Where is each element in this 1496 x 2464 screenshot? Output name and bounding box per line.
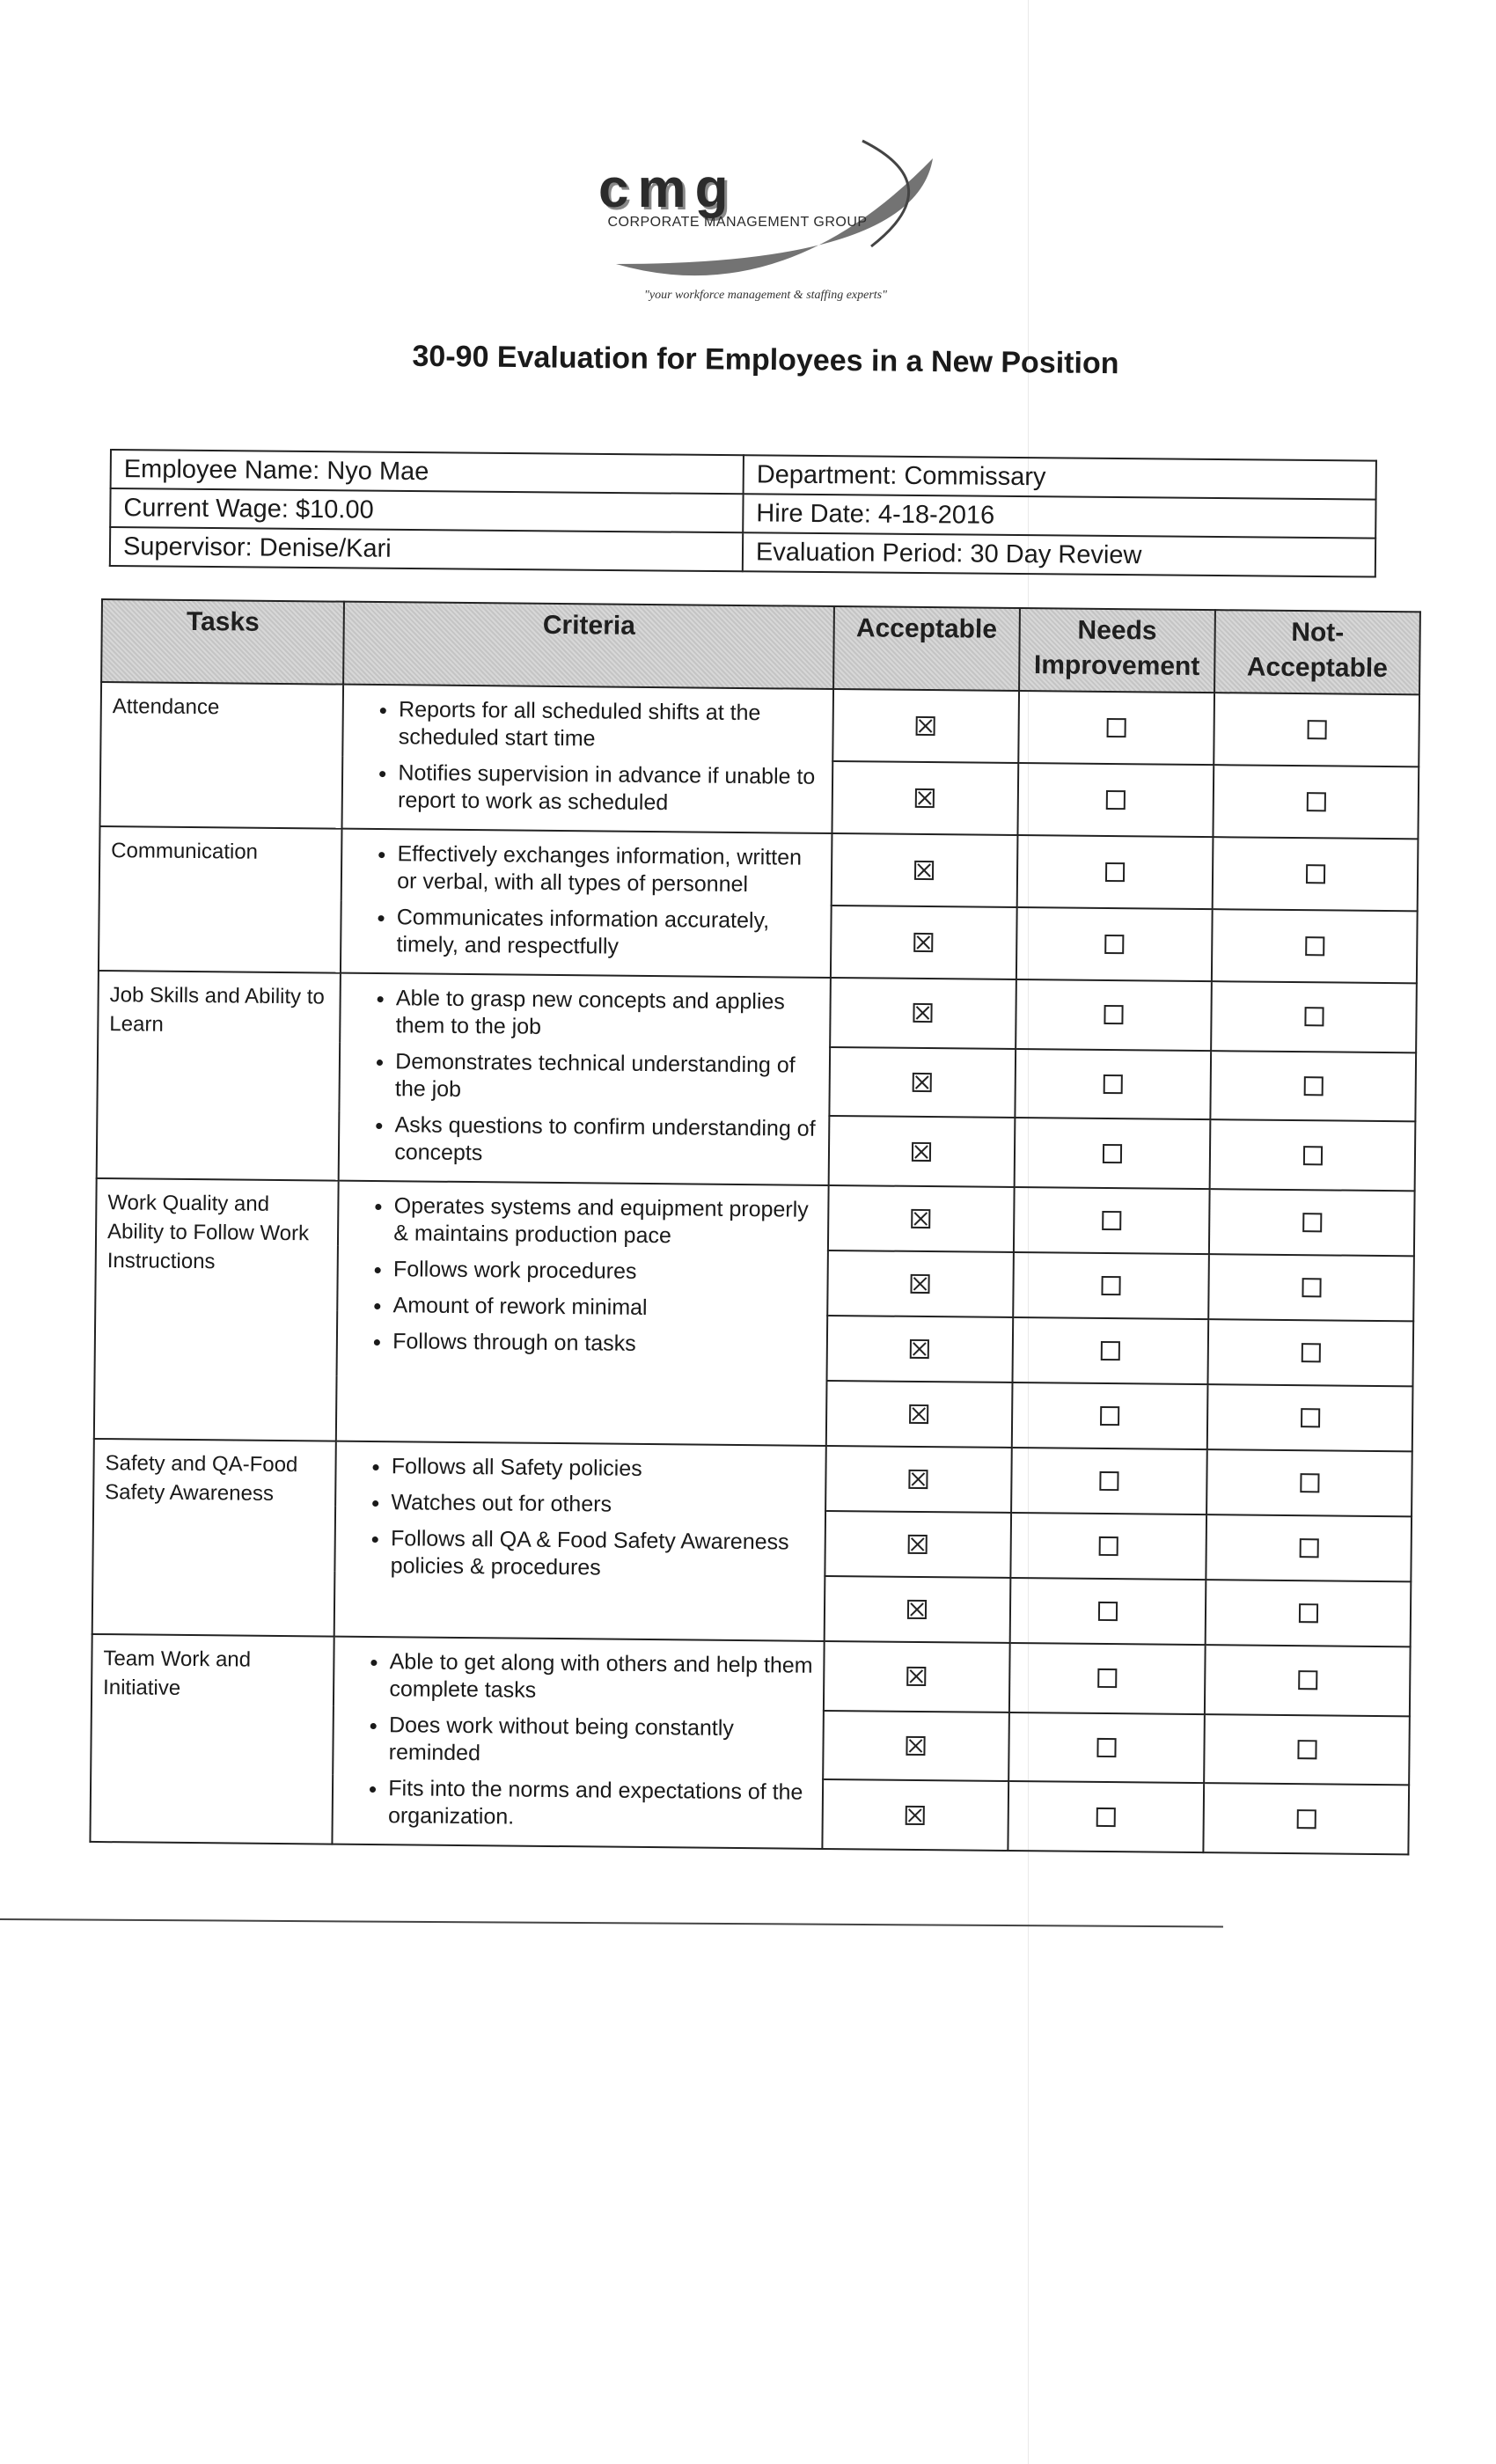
rating-cell-needs-improvement xyxy=(1008,1712,1205,1784)
rating-cell-not-acceptable xyxy=(1211,981,1417,1052)
table-row xyxy=(100,682,1419,766)
criteria-item: • Follows all Safety policies xyxy=(392,1453,817,1485)
checkbox-needs-improvement[interactable] xyxy=(1097,1668,1117,1688)
rating-cell-acceptable xyxy=(823,1711,1008,1782)
criteria-item: • Operates systems and equipment properly & maintains production pace xyxy=(393,1192,818,1251)
checkbox-needs-improvement[interactable] xyxy=(1104,935,1124,954)
employee-name: Employee Name: Nyo Mae xyxy=(111,450,744,494)
checkbox-acceptable[interactable] xyxy=(909,1404,928,1424)
rating-cell-acceptable xyxy=(825,1446,1011,1513)
company-logo xyxy=(581,132,950,317)
checkbox-needs-improvement[interactable] xyxy=(1106,718,1126,737)
logo-company-name: CORPORATE MANAGEMENT GROUP xyxy=(607,215,868,230)
criteria-item: • Able to get along with others and help them complete tasks xyxy=(389,1648,814,1707)
rating-cell-needs-improvement xyxy=(1011,1382,1207,1449)
rating-cell-needs-improvement xyxy=(1017,763,1214,837)
rating-cell-acceptable xyxy=(830,978,1016,1049)
checkbox-acceptable[interactable] xyxy=(909,1470,928,1489)
logo-tagline: "your workforce management & staffing experts" xyxy=(643,289,888,302)
rating-cell-acceptable xyxy=(829,1047,1015,1118)
checkbox-needs-improvement[interactable] xyxy=(1105,862,1125,882)
rating-cell-acceptable xyxy=(832,761,1017,835)
criteria-list xyxy=(351,1648,815,1834)
rating-cell-not-acceptable xyxy=(1214,693,1419,766)
checkbox-acceptable[interactable] xyxy=(915,788,935,808)
evaluation-table xyxy=(89,598,1421,1855)
criteria-list-cell xyxy=(334,1441,826,1641)
rating-cell-not-acceptable xyxy=(1211,1051,1417,1122)
checkbox-not-acceptable[interactable] xyxy=(1301,1408,1320,1427)
page-title: 30-90 Evaluation for Employees in a New Position xyxy=(412,339,1119,381)
checkbox-not-acceptable[interactable] xyxy=(1297,1740,1316,1759)
checkbox-needs-improvement[interactable] xyxy=(1106,790,1126,810)
rating-cell-acceptable xyxy=(826,1316,1012,1382)
rating-cell-needs-improvement xyxy=(1010,1513,1206,1580)
checkbox-not-acceptable[interactable] xyxy=(1307,720,1326,739)
checkbox-not-acceptable[interactable] xyxy=(1302,1278,1321,1297)
checkbox-needs-improvement[interactable] xyxy=(1102,1211,1121,1230)
checkbox-needs-improvement[interactable] xyxy=(1104,1005,1123,1024)
rating-cell-needs-improvement xyxy=(1008,1643,1205,1714)
checkbox-acceptable[interactable] xyxy=(911,1274,930,1294)
checkbox-needs-improvement[interactable] xyxy=(1096,1808,1115,1827)
department: Department: Commissary xyxy=(744,455,1376,499)
checkbox-not-acceptable[interactable] xyxy=(1304,1007,1324,1026)
rating-cell-needs-improvement xyxy=(1016,979,1212,1051)
checkbox-acceptable[interactable] xyxy=(906,1805,925,1824)
rating-cell-not-acceptable xyxy=(1206,1580,1412,1646)
criteria-item: • Follows through on tasks xyxy=(392,1328,818,1360)
task-name: Attendance xyxy=(100,682,344,829)
checkbox-not-acceptable[interactable] xyxy=(1301,1343,1320,1362)
rating-cell-acceptable xyxy=(825,1511,1010,1578)
criteria-item: • Follows work procedures xyxy=(393,1256,818,1287)
checkbox-not-acceptable[interactable] xyxy=(1306,864,1325,884)
checkbox-not-acceptable[interactable] xyxy=(1298,1670,1317,1690)
criteria-list xyxy=(354,1453,817,1584)
header-criteria: Criteria xyxy=(343,602,834,689)
criteria-list xyxy=(357,985,821,1170)
rating-cell-needs-improvement xyxy=(1009,1578,1206,1645)
rating-cell-not-acceptable xyxy=(1206,1514,1412,1581)
criteria-list-cell xyxy=(336,1181,829,1446)
rating-cell-not-acceptable xyxy=(1208,1254,1414,1321)
checkbox-not-acceptable[interactable] xyxy=(1296,1809,1316,1829)
rating-cell-acceptable xyxy=(824,1641,1009,1712)
criteria-item: • Watches out for others xyxy=(391,1489,816,1521)
rating-cell-needs-improvement xyxy=(1013,1252,1209,1319)
checkbox-acceptable[interactable] xyxy=(913,1003,933,1023)
evaluation-body xyxy=(90,682,1419,1854)
checkbox-not-acceptable[interactable] xyxy=(1298,1603,1317,1623)
criteria-list-cell xyxy=(333,1637,825,1849)
rating-cell-needs-improvement xyxy=(1015,1049,1211,1120)
criteria-item: • Able to grasp new concepts and applies them to the job xyxy=(396,985,821,1044)
table-row xyxy=(99,826,1419,911)
rating-cell-needs-improvement xyxy=(1018,691,1214,765)
rating-cell-needs-improvement xyxy=(1016,907,1212,981)
table-row xyxy=(92,1634,1411,1716)
checkbox-needs-improvement[interactable] xyxy=(1101,1276,1120,1295)
header-row xyxy=(101,599,1420,694)
rating-cell-acceptable xyxy=(828,1185,1014,1252)
table-row xyxy=(96,1178,1415,1256)
rating-cell-acceptable xyxy=(829,1116,1015,1187)
rating-cell-not-acceptable xyxy=(1207,1384,1413,1451)
rating-cell-not-acceptable xyxy=(1205,1645,1411,1716)
checkbox-not-acceptable[interactable] xyxy=(1302,1213,1322,1232)
rating-cell-acceptable xyxy=(826,1381,1012,1448)
checkbox-acceptable[interactable] xyxy=(911,1209,930,1228)
checkbox-needs-improvement[interactable] xyxy=(1100,1406,1119,1426)
checkbox-not-acceptable[interactable] xyxy=(1305,936,1324,956)
rating-cell-not-acceptable xyxy=(1209,1189,1415,1256)
table-row xyxy=(98,971,1417,1052)
rating-cell-needs-improvement xyxy=(1011,1448,1207,1514)
header-tasks: Tasks xyxy=(101,599,344,685)
criteria-item: • Demonstrates technical understanding of the job xyxy=(395,1048,820,1107)
rating-cell-not-acceptable xyxy=(1214,765,1419,839)
header-acceptable: Acceptable xyxy=(833,606,1019,691)
current-wage: Current Wage: $10.00 xyxy=(110,488,743,532)
checkbox-not-acceptable[interactable] xyxy=(1306,792,1325,811)
header-not-acceptable: Not-Acceptable xyxy=(1214,610,1420,694)
evaluation-period: Evaluation Period: 30 Day Review xyxy=(743,532,1375,576)
checkbox-acceptable[interactable] xyxy=(916,716,935,736)
checkbox-acceptable[interactable] xyxy=(910,1339,929,1359)
task-name: Job Skills and Ability to Learn xyxy=(97,971,341,1181)
task-name: Team Work and Initiative xyxy=(90,1634,334,1844)
logo-letters: cmg xyxy=(598,158,737,219)
criteria-item: • Reports for all scheduled shifts at the scheduled start time xyxy=(399,696,824,755)
criteria-item: • Effectively exchanges information, written or verbal, with all types of personnel xyxy=(397,840,822,899)
rating-cell-acceptable xyxy=(832,689,1018,763)
rating-cell-not-acceptable xyxy=(1208,1319,1414,1386)
criteria-item: • Asks questions to confirm understanding of concepts xyxy=(394,1111,819,1170)
checkbox-needs-improvement[interactable] xyxy=(1098,1602,1118,1621)
checkbox-acceptable[interactable] xyxy=(912,1142,931,1162)
task-name: Safety and QA-Food Safety Awareness xyxy=(92,1439,336,1637)
criteria-item: • Fits into the norms and expectations of the organization. xyxy=(388,1775,813,1834)
supervisor: Supervisor: Denise/Kari xyxy=(110,527,743,571)
criteria-list-cell xyxy=(339,973,831,1185)
rating-cell-needs-improvement xyxy=(1008,1781,1204,1852)
criteria-list xyxy=(356,1192,818,1360)
checkbox-acceptable[interactable] xyxy=(907,1600,927,1619)
criteria-item: • Follows all QA & Food Safety Awareness policies & procedures xyxy=(391,1525,816,1584)
checkbox-needs-improvement[interactable] xyxy=(1101,1341,1120,1360)
rating-cell-not-acceptable xyxy=(1213,837,1419,911)
rating-cell-acceptable xyxy=(825,1576,1010,1643)
header-needs-improvement: Needs Improvement xyxy=(1019,608,1216,693)
rating-cell-acceptable xyxy=(827,1250,1013,1317)
rating-cell-needs-improvement xyxy=(1013,1187,1209,1254)
employee-info-table xyxy=(109,449,1377,578)
checkbox-not-acceptable[interactable] xyxy=(1303,1076,1323,1096)
checkbox-not-acceptable[interactable] xyxy=(1302,1146,1322,1165)
hire-date: Hire Date: 4-18-2016 xyxy=(743,494,1375,538)
rating-cell-needs-improvement xyxy=(1016,835,1213,909)
rating-cell-acceptable xyxy=(832,833,1017,907)
criteria-item: • Amount of rework minimal xyxy=(392,1292,818,1324)
criteria-item: • Does work without being constantly reminded xyxy=(389,1712,814,1771)
table-row xyxy=(93,1439,1412,1516)
task-name: Communication xyxy=(99,826,342,973)
criteria-list-cell xyxy=(342,685,833,833)
rating-cell-needs-improvement xyxy=(1012,1317,1208,1384)
checkbox-needs-improvement[interactable] xyxy=(1096,1738,1116,1757)
rating-cell-not-acceptable xyxy=(1212,909,1418,983)
checkbox-acceptable[interactable] xyxy=(913,1073,932,1092)
checkbox-acceptable[interactable] xyxy=(906,1667,926,1686)
rating-cell-not-acceptable xyxy=(1206,1449,1412,1516)
criteria-list-cell xyxy=(341,829,832,978)
criteria-list xyxy=(359,840,822,963)
criteria-item: • Notifies supervision in advance if unable to report to work as scheduled xyxy=(398,759,823,818)
rating-cell-acceptable xyxy=(831,906,1016,979)
rating-cell-not-acceptable xyxy=(1204,1714,1410,1786)
checkbox-not-acceptable[interactable] xyxy=(1299,1538,1318,1558)
checkbox-needs-improvement[interactable] xyxy=(1098,1536,1118,1556)
criteria-list xyxy=(361,696,824,818)
checkbox-acceptable[interactable] xyxy=(913,933,933,952)
rating-cell-needs-improvement xyxy=(1014,1118,1210,1189)
rating-cell-acceptable xyxy=(822,1779,1008,1851)
checkbox-acceptable[interactable] xyxy=(908,1535,928,1554)
checkbox-needs-improvement[interactable] xyxy=(1103,1144,1122,1163)
rating-cell-not-acceptable xyxy=(1210,1119,1416,1191)
page-divider xyxy=(0,1918,1223,1927)
checkbox-needs-improvement[interactable] xyxy=(1099,1471,1118,1491)
task-name: Work Quality and Ability to Follow Work Instructions xyxy=(94,1178,339,1441)
criteria-item: • Communicates information accurately, timely, and respectfully xyxy=(396,904,821,963)
checkbox-not-acceptable[interactable] xyxy=(1300,1473,1319,1492)
checkbox-needs-improvement[interactable] xyxy=(1103,1074,1122,1094)
checkbox-acceptable[interactable] xyxy=(914,861,934,880)
checkbox-acceptable[interactable] xyxy=(906,1736,926,1756)
rating-cell-not-acceptable xyxy=(1204,1783,1410,1854)
